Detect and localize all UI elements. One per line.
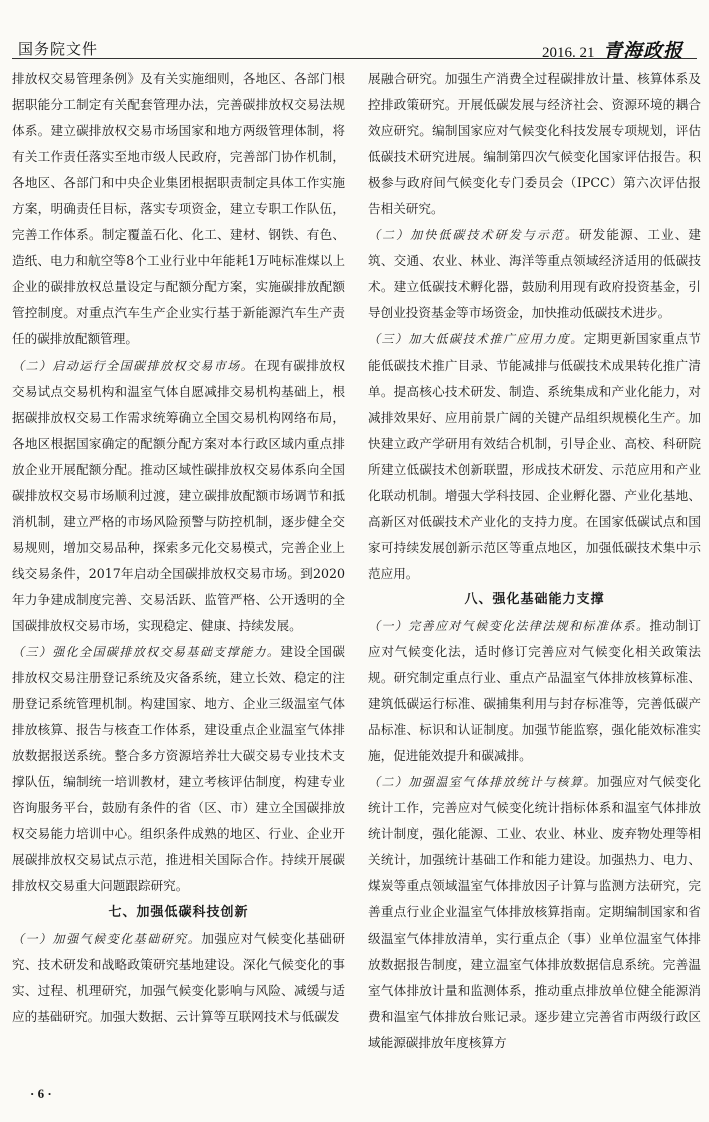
page-number: · 6 · [30, 1086, 52, 1101]
right-column: 展融合研究。加强生产消费全过程碳排放计量、核算体系及控排政策研究。开展低碳发展与经济社会、资源环境的耦合效应研究。编制国家应对气候变化科技发展专项规划，评估低碳技术研究进展。编制第四次气候变化国家评估报告。积极参与政府间气候变化专门委员会（IPCC）第六次评估报告相关研究。 （二）加快低碳技术研发与示范。研发能源、工业、建筑、交通、农业、林业、海洋等重点领域经济适用的低碳技术。建立低碳技术孵化器，鼓励利用现有政府投资基金，引导创业投资基金等市场资金，加快推动低碳技术进步。 （三）加大低碳技术推广应用力度。定期更新国家重点节能低碳技术推广目录、节能减排与低碳技术成果转化推广清单。提高核心技术研发、制造、系统集成和产业化能力，对减排效果好、应用前景广阔的关键产品组织规模化生产。加快建立政产学研用有效结合机制，引导企业、高校、科研院所建立低碳技术创新联盟，形成技术研发、示范应用和产业化联动机制。增强大学科技园、企业孵化器、产业化基地、高新区对低碳技术产业化的支持力度。在国家低碳试点和国家可持续发展创新示范区等重点地区，加强低碳技术集中示范应用。 八、强化基础能力支撑 （一）完善应对气候变化法律法规和标准体系。推动制订应对气候变化法，适时修订完善应对气候变化相关政策法规。研究制定重点行业、重点产品温室气体排放核算标准、建筑低碳运行标准、碳捕集利用与封存标准等，完善低碳产品标准、标识和认证制度。加强节能监察，强化能效标准实施，促进能效提升和碳减排。 （二）加强温室气体排放统计与核算。加强应对气候变化统计工作，完善应对气候变化统计指标体系和温室气体排放统计制度，强化能源、工业、农业、林业、废弃物处理等相关统计，加强统计基础工作和能力建设。加强热力、电力、煤炭等重点领域温室气体排放因子计算与监测方法研究，完善重点行业企业温室气体排放核算指南。定期编制国家和省级温室气体排放清单，实行重点企（事）业单位温室气体排放数据报告制度，建立温室气体排放数据信息系统。完善温室气体排放计量和监测体系，推动重点排放单位健全能源消费和温室气体排放台账记录。逐步建立完善省市两级行政区域能源碳排放年度核算方 [368, 66, 701, 1076]
issue-number: 2016. 21 [542, 45, 595, 61]
page-header [12, 4, 697, 62]
left-column: 排放权交易管理条例》及有关实施细则，各地区、各部门根据职能分工制定有关配套管理办法，完善碳排放权交易法规体系。建立碳排放权交易市场国家和地方两级管理体制，将有关工作责任落实至地市级人民政府，完善部门协作机制，各地区、各部门和中央企业集团根据职责制定具体工作实施方案，明确责任目标，落实专项资金，建立专职工作队伍，完善工作体系。制定覆盖石化、化工、建材、钢铁、有色、造纸、电力和航空等8个工业行业中年能耗1万吨标准煤以上企业的碳排放权总量设定与配额分配方案，实施碳排放配额管控制度。对重点汽车生产企业实行基于新能源汽车生产责任的碳排放配额管理。 （二）启动运行全国碳排放权交易市场。在现有碳排放权交易试点交易机构和温室气体自愿减排交易机构基础上，根据碳排放权交易工作需求统筹确立全国交易机构网络布局，各地区根据国家确定的配额分配方案对本行政区域内重点排放企业开展配额分配。推动区域性碳排放权交易体系向全国碳排放权交易市场顺利过渡，建立碳排放配额市场调节和抵消机制，建立严格的市场风险预警与防控机制，逐步健全交易规则，增加交易品种，探索多元化交易模式，完善企业上线交易条件，2017年启动全国碳排放权交易市场。到2020年力争建成制度完善、交易活跃、监管严格、公开透明的全国碳排放权交易市场，实现稳定、健康、持续发展。 （三）强化全国碳排放权交易基础支撑能力。建设全国碳排放权交易注册登记系统及灾备系统，建立长效、稳定的注册登记系统管理机制。构建国家、地方、企业三级温室气体排放核算、报告与核查工作体系，建设重点企业温室气体排放数据报送系统。整合多方资源培养壮大碳交易专业技术支撑队伍，编制统一培训教材，建立考核评估制度，构建专业咨询服务平台，鼓励有条件的省（区、市）建立全国碳排放权交易能力培训中心。组织条件成熟的地区、行业、企业开展碳排放权交易试点示范，推进相关国际合作。持续开展碳排放权交易重大问题跟踪研究。 七、加强低碳科技创新 （一）加强气候变化基础研究。加强应对气候变化基础研究、技术研发和战略政策研究基地建设。深化气候变化的事实、过程、机理研究，加强气候变化影响与风险、减缓与适应的基础研究。加强大数据、云计算等互联网技术与低碳发 [12, 66, 345, 1076]
header-rule [12, 58, 697, 59]
section-title: 八、强化基础能力支撑 [464, 591, 605, 607]
section-title: 七、加强低碳科技创新 [108, 904, 249, 920]
header-section-title: 国务院文件 [18, 40, 99, 58]
masthead-logo: 青海政报 [602, 40, 683, 62]
paragraph: 展融合研究。加强生产消费全过程碳排放计量、核算体系及控排政策研究。开展低碳发展与经济社会、资源环境的耦合效应研究。编制国家应对气候变化科技发展专项规划，评估低碳技术研究进展。编制第四次气候变化国家评估报告。积极参与政府间气候变化专门委员会（IPCC）第六次评估报告相关研究。 [368, 71, 701, 217]
paragraph: 排放权交易管理条例》及有关实施细则，各地区、各部门根据职能分工制定有关配套管理办法，完善碳排放权交易法规体系。建立碳排放权交易市场国家和地方两级管理体制，将有关工作责任落实至地市级人民政府，完善部门协作机制，各地区、各部门和中央企业集团根据职责制定具体工作实施方案，明确责任目标，落实专项资金，建立专职工作队伍，完善工作体系。制定覆盖石化、化工、建材、钢铁、有色、造纸、电力和航空等8个工业行业中年能耗1万吨标准煤以上企业的碳排放权总量设定与配额分配方案，实施碳排放配额管控制度。对重点汽车生产企业实行基于新能源汽车生产责任的碳排放配额管理。 [12, 71, 345, 347]
